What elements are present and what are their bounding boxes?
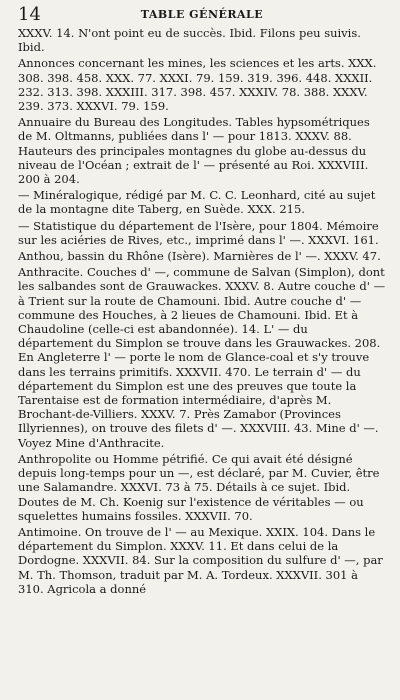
running-head: TABLE GÉNÉRALE — [140, 8, 264, 21]
index-entry: Anthou, bassin du Rhône (Isère). Marnières de l' —. XXXV. 47. — [18, 249, 381, 264]
index-entry: XXXV. 14. N'ont point eu de succès. Ibid. Filons peu suivis. Ibid. — [18, 26, 361, 55]
index-entry: Anthracite. Couches d' —, commune de Salvan (Simplon), dont les salbandes sont de Grauwackes. XXXV. 8. Autre couche d' — à Trient sur la route de Chamouni. Ibid. Autre couche d' — commune des Houches, à 2 lieues de Chamouni. Ibid. Et à Chaudoline (celle-ci est abandonnée). 14. L' — du département du Simplon se trouve dans les Grauwackes. 208. En Angleterre l' — porte le nom de Glance-coal et s'y trouve dans les terrains primitifs. XXXVII. 470. Le terrain d' — du département du Simplon est une des preuves que toute la Tarentaise est de formation intermédiaire, d'après M. Brochant-de-Villiers. XXXV. 7. Près Zamabor (Provinces Illyriennes), on trouve des filets d' —. XXXVIII. 43. Mine d' —. Voyez Mine d'Anthracite. — [18, 265, 386, 450]
index-entry: Annuaire du Bureau des Longitudes. Tables hypsométriques de M. Oltmanns, publiées dans l' — pour 1813. XXXV. 88. Hauteurs des principales montagnes du globe au-dessus du niveau de l'Océan ; extrait de l' — présenté au Roi. XXXVIII. 200 à 204. — [18, 115, 370, 187]
index-entry: Anthropolite ou Homme pétrifié. Ce qui avait été désigné depuis long-temps pour un —, est déclaré, par M. Cuvier, être une Salamandre. XXXVI. 73 à 75. Détails à ce sujet. Ibid. Doutes de M. Ch. Koenig sur l'existence de véritables — ou squelettes humains fossiles. XXXVII. 70. — [18, 451, 380, 523]
page-number: 14 — [18, 4, 41, 25]
index-entry: Annonces concernant les mines, les sciences et les arts. XXX. 308. 398. 458. XXX. 77. XXXI. 79. 159. 319. 396. 448. XXXII. 232. 313. 398. XXXIII. 317. 398. 457. XXXIV. 78. 388. XXXV. 239. 373. XXXVI. 79. 159. — [18, 56, 377, 114]
index-entry: — Minéralogique, rédigé par M. C. C. Leonhard, cité au sujet de la montagne dite Taberg, en Suède. XXX. 215. — [18, 188, 376, 217]
index-entries — [18, 26, 386, 596]
index-entry: Antimoine. On trouve de l' — au Mexique. XXIX. 104. Dans le département du Simplon. XXXV. 11. Et dans celui de la Dordogne. XXXVII. 84. Sur la composition du sulfure d' —, par M. Th. Thomson, traduit par M. A. Tordeux. XXXVII. 301 à 310. Agricola a donné — [18, 524, 383, 596]
page-header — [18, 4, 386, 26]
index-entry: — Statistique du département de l'Isère, pour 1804. Mémoire sur les aciéries de Rives, etc., imprimé dans l' —. XXXVI. 161. — [18, 218, 379, 247]
